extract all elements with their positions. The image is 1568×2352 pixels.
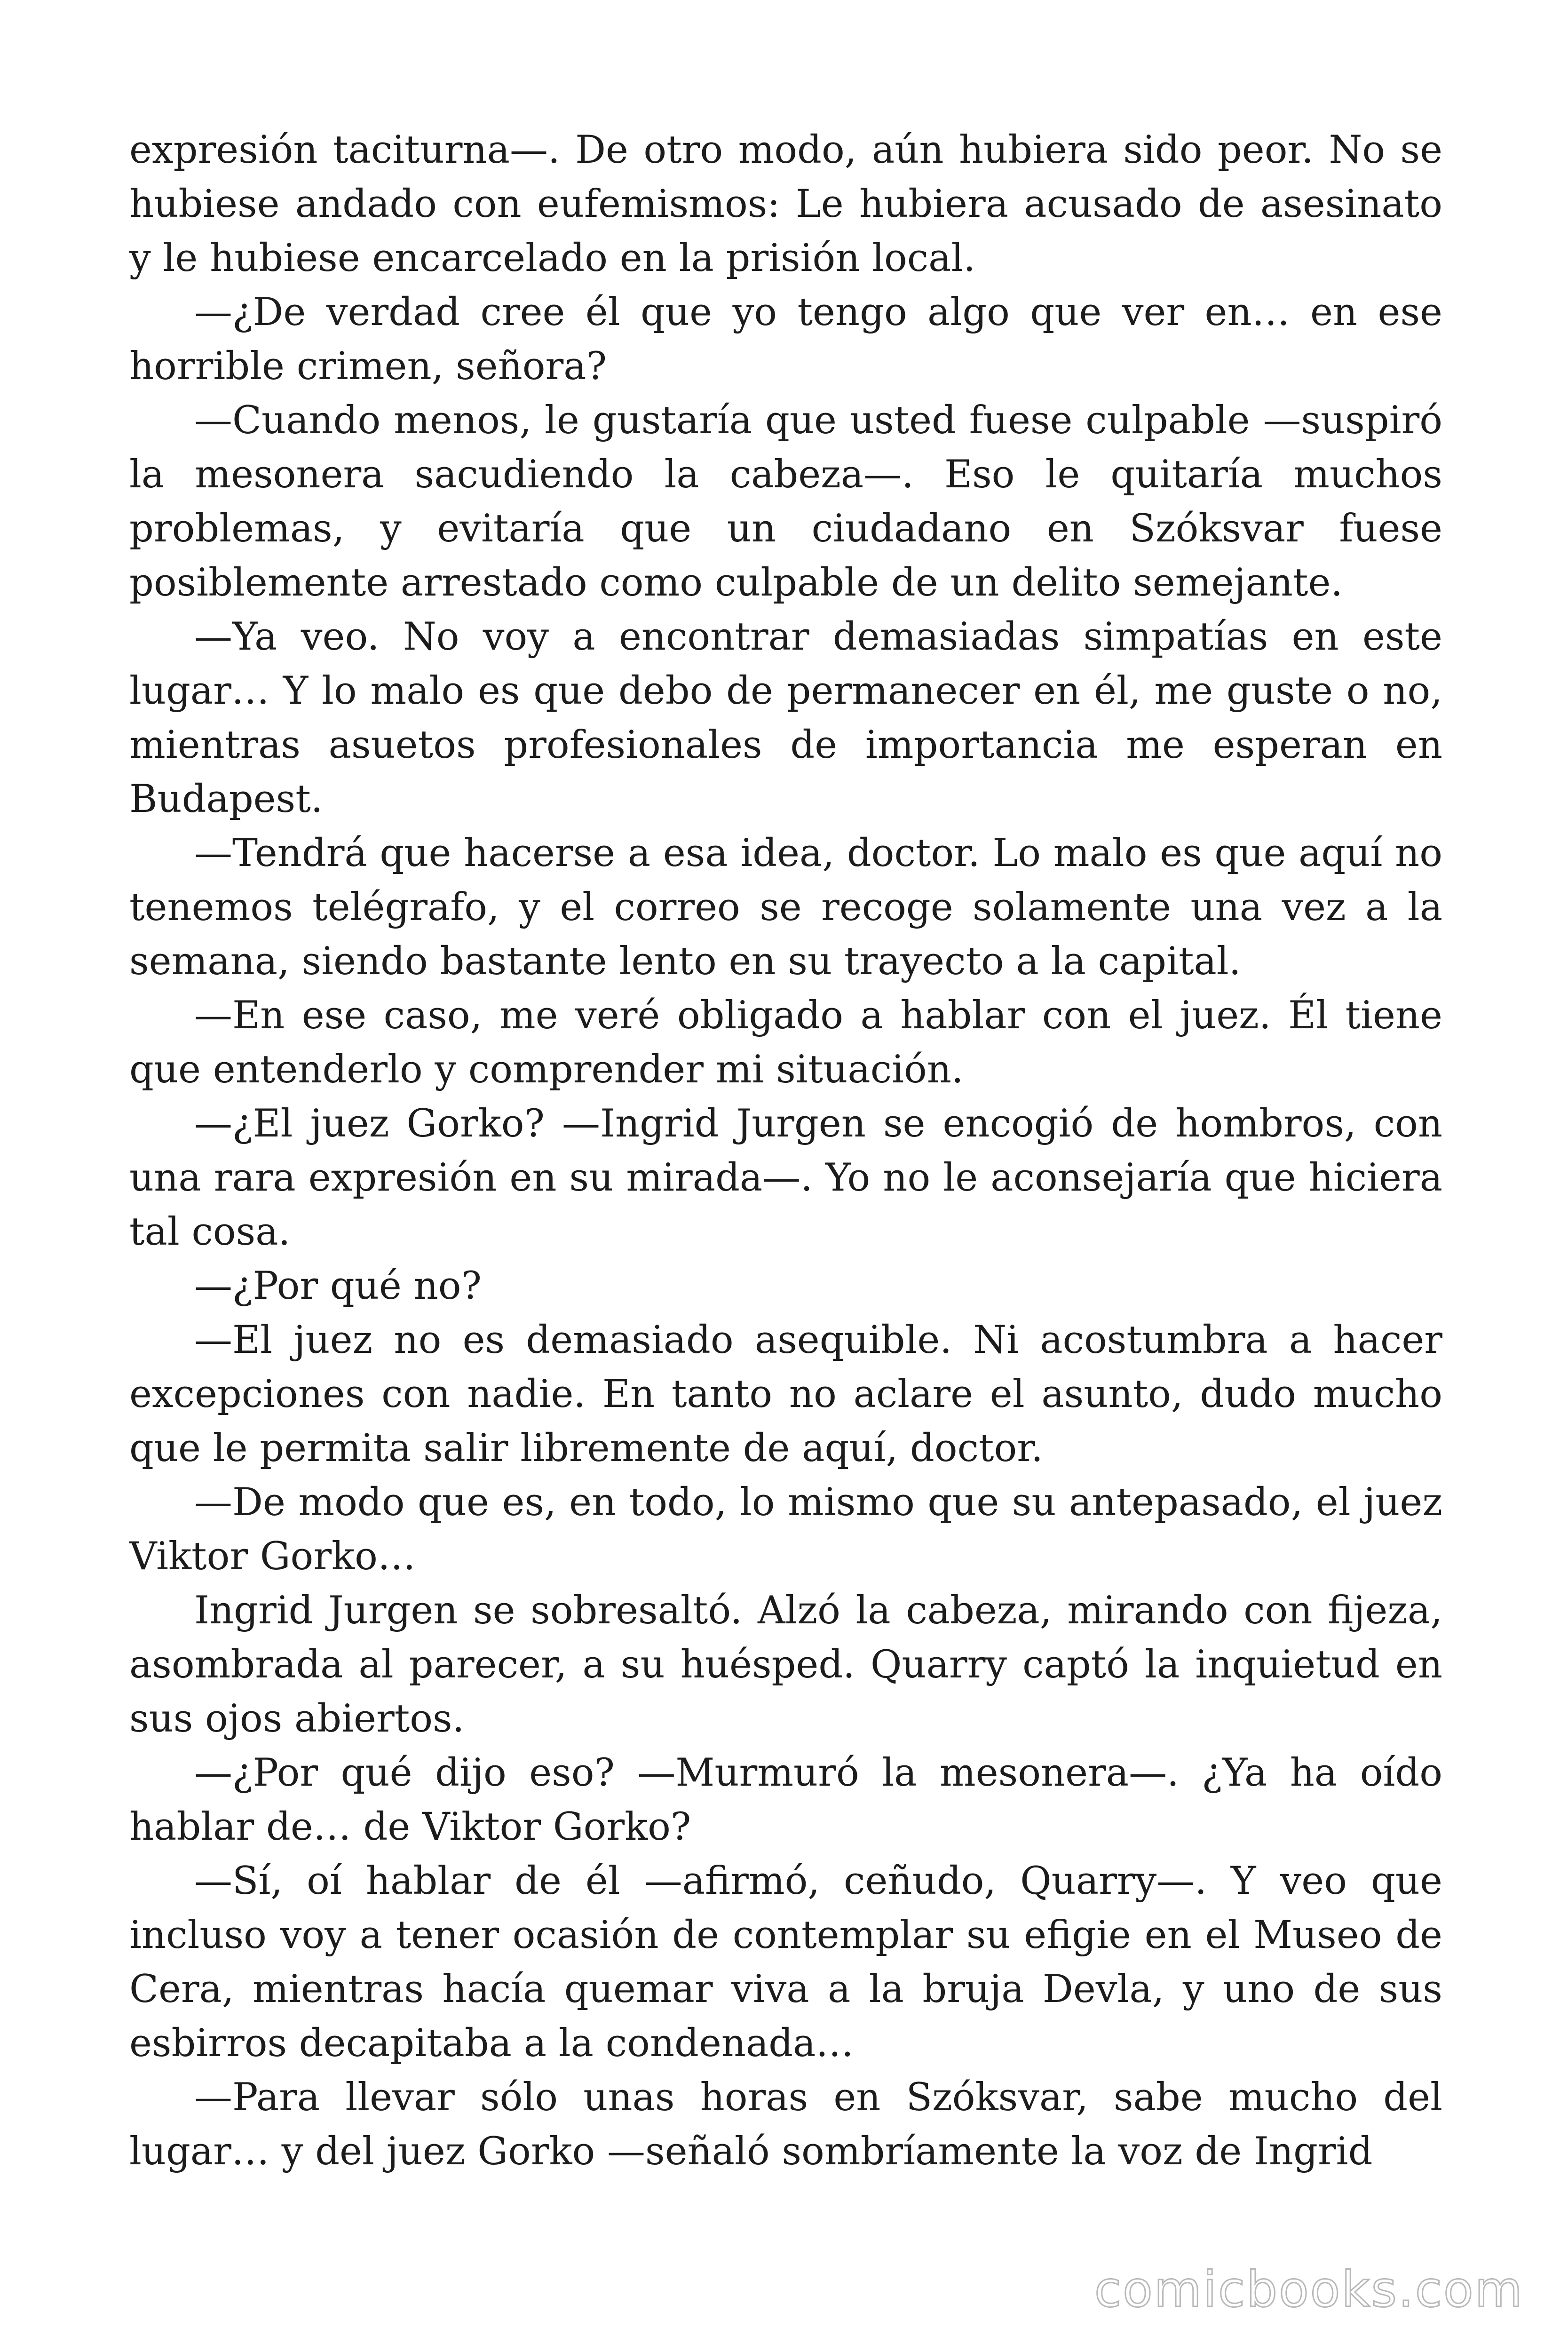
paragraph-12: —¿Por qué dijo eso? —Murmuró la mesonera—. ¿Ya ha oído hablar de… de Viktor Gorko? — [129, 1751, 1442, 1849]
paragraph-06: —En ese caso, me veré obligado a hablar con el juez. Él tiene que entenderlo y comprender mi situación. — [129, 993, 1442, 1092]
paragraph-11: Ingrid Jurgen se sobresaltó. Alzó la cabeza, mirando con fijeza, asombrada al parecer, a su huésped. Quarry captó la inquietud en sus ojos abiertos. — [129, 1589, 1442, 1741]
paragraph-13: —Sí, oí hablar de él —afirmó, ceñudo, Quarry—. Y veo que incluso voy a tener ocasión de contemplar su efigie en el Museo de Cera, mientras hacía quemar viva a la bruja Devla, y uno de sus esbirros decapitaba a la condenada… — [129, 1859, 1442, 2066]
paragraph-04: —Ya veo. No voy a encontrar demasiadas simpatías en este lugar… Y lo malo es que debo de permanecer en él, me guste o no, mientras asuetos profesionales de importancia me esperan en Budapest. — [129, 615, 1442, 821]
watermark-logo: comicbooks.com — [1094, 2261, 1524, 2318]
paragraph-01: expresión taciturna—. De otro modo, aún hubiera sido peor. No se hubiese andado con eufemismos: Le hubiera acusado de asesinato y le hubiese encarcelado en la prisión local. — [129, 128, 1442, 280]
paragraph-02: —¿De verdad cree él que yo tengo algo que ver en… en ese horrible crimen, señora? — [129, 290, 1442, 389]
paragraph-10: —De modo que es, en todo, lo mismo que su antepasado, el juez Viktor Gorko… — [129, 1480, 1442, 1579]
page-body-text — [129, 123, 1442, 2179]
paragraph-08: —¿Por qué no? — [194, 1264, 482, 1308]
paragraph-14: —Para llevar sólo unas horas en Szóksvar, sabe mucho del lugar… y del juez Gorko —señaló sombríamente la voz de Ingrid — [129, 2075, 1442, 2174]
paragraph-05: —Tendrá que hacerse a esa idea, doctor. Lo malo es que aquí no tenemos telégrafo, y el correo se recoge solamente una vez a la semana, siendo bastante lento en su trayecto a la capital. — [129, 831, 1442, 984]
paragraph-07: —¿El juez Gorko? —Ingrid Jurgen se encogió de hombros, con una rara expresión en su mirada—. Yo no le aconsejaría que hiciera tal cosa. — [129, 1102, 1442, 1254]
paragraph-09: —El juez no es demasiado asequible. Ni acostumbra a hacer excepciones con nadie. En tanto no aclare el asunto, dudo mucho que le permita salir libremente de aquí, doctor. — [129, 1318, 1442, 1470]
paragraph-03: —Cuando menos, le gustaría que usted fuese culpable —suspiró la mesonera sacudiendo la cabeza—. Eso le quitaría muchos problemas, y evitaría que un ciudadano en Szóksvar fuese posiblemente arrestado como culpable de un delito semejante. — [129, 398, 1442, 605]
